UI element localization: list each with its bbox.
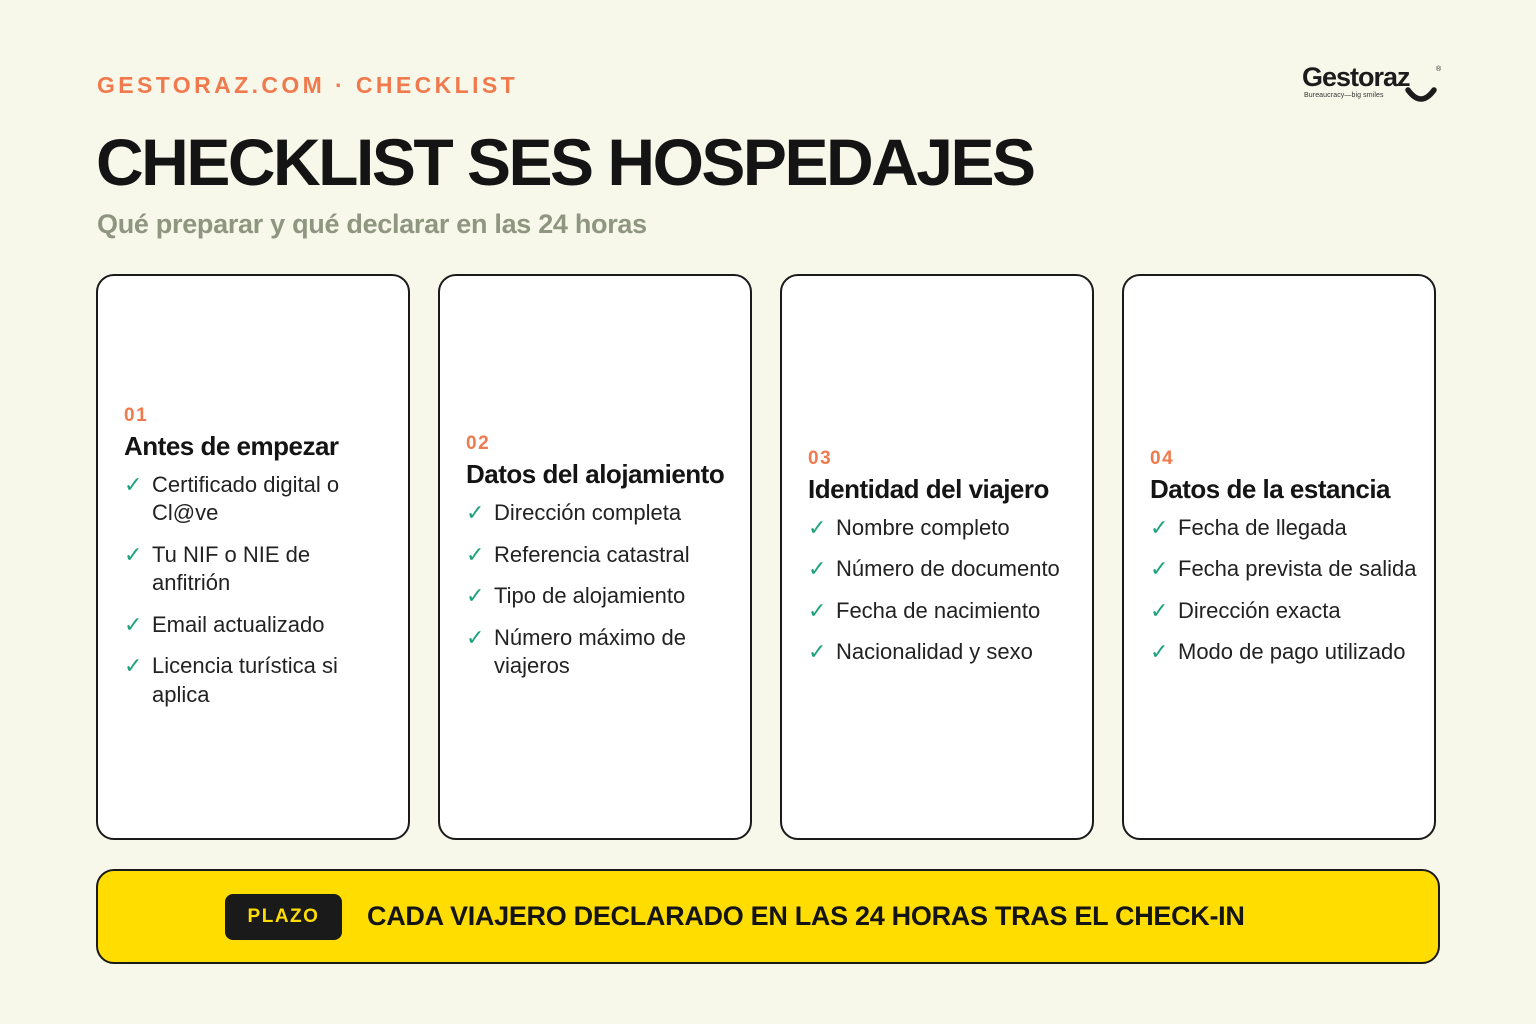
checklist-item-label: Modo de pago utilizado [1178,639,1406,664]
checklist-item [124,471,394,528]
checklist-card-4 [1122,274,1436,840]
checklist-item-label: Fecha de llegada [1178,514,1347,540]
checklist-item [124,652,394,709]
checklist-item-label: Número máximo de viajeros [494,624,686,679]
checklist-card-1 [96,274,410,840]
checklist-item [1150,638,1420,667]
card-title: Datos del alojamiento [466,459,725,490]
checklist-item-label: Licencia turística si aplica [152,653,338,707]
card-title: Identidad del viajero [808,473,1049,504]
check-icon: ✓ [808,514,827,540]
gestoraz-logo[interactable] [1302,62,1442,108]
checklist-item [124,611,394,640]
checklist-item [808,555,1078,584]
check-icon: ✓ [466,583,485,609]
checklist-item-label: Email actualizado [152,611,325,637]
checklist-item [1150,597,1420,626]
checklist-items [466,499,736,681]
checklist-items [1150,514,1420,667]
check-icon: ✓ [808,597,827,623]
check-icon: ✓ [466,624,485,650]
deadline-text: CADA VIAJERO DECLARADO EN LAS 24 HORAS TRAS EL CHECK-IN [367,901,1245,931]
checklist-item-label: Fecha prevista de salida [1178,556,1417,581]
card-title: Datos de la estancia [1150,473,1390,504]
check-icon: ✓ [808,556,827,581]
checklist-item [466,499,736,528]
checklist-items [124,471,394,710]
page-subtitle: Qué preparar y qué declarar en las 24 horas [97,209,647,239]
checklist-card-3 [780,274,1094,840]
checklist-item [808,597,1078,626]
check-icon: ✓ [1150,597,1169,623]
checklist-item [808,514,1078,543]
card-number: 04 [1150,447,1175,469]
checklist-item [466,624,736,681]
checklist-item-label: Referencia catastral [494,541,690,567]
card-number: 03 [808,447,833,469]
checklist-item-label: Dirección completa [494,500,682,526]
logo-tagline: Bureaucracy—big smiles [1304,92,1384,99]
card-number: 01 [124,404,149,426]
checklist-item [1150,555,1420,584]
checklist-item-label: Nacionalidad y sexo [836,639,1033,664]
check-icon: ✓ [124,471,143,497]
check-icon: ✓ [1150,514,1169,540]
logo-wordmark: Gestoraz [1302,62,1410,92]
logo-registered-mark: ® [1436,66,1442,73]
card-title: Antes de empezar [124,430,339,461]
card-number: 02 [466,433,491,455]
eyebrow-label: GESTORAZ.COM · CHECKLIST [97,72,519,98]
deadline-banner [96,869,1440,964]
checklist-item-label: Número de documento [836,556,1060,581]
check-icon: ✓ [124,611,143,637]
deadline-badge: PLAZO [225,894,342,940]
check-icon: ✓ [124,541,143,567]
smile-icon [1404,86,1438,108]
check-icon: ✓ [124,653,143,679]
check-icon: ✓ [808,639,827,664]
checklist-items [808,514,1078,667]
check-icon: ✓ [1150,556,1169,581]
checklist-item-label: Dirección exacta [1178,597,1341,623]
checklist-item-label: Certificado digital o Cl@ve [152,471,340,526]
checklist-item-label: Fecha de nacimiento [836,597,1041,623]
checklist-card-2 [438,274,752,840]
check-icon: ✓ [1150,639,1169,664]
checklist-item-label: Tipo de alojamiento [494,583,686,609]
checklist-item [466,582,736,611]
check-icon: ✓ [466,500,485,526]
checklist-item-label: Tu NIF o NIE de anfitrión [152,541,311,596]
checklist-item-label: Nombre completo [836,514,1010,540]
page-title: CHECKLIST SES HOSPEDAJES [96,125,1034,199]
checklist-item [1150,514,1420,543]
checklist-item [466,541,736,570]
checklist-item [808,638,1078,667]
check-icon: ✓ [466,541,485,567]
checklist-item [124,541,394,598]
